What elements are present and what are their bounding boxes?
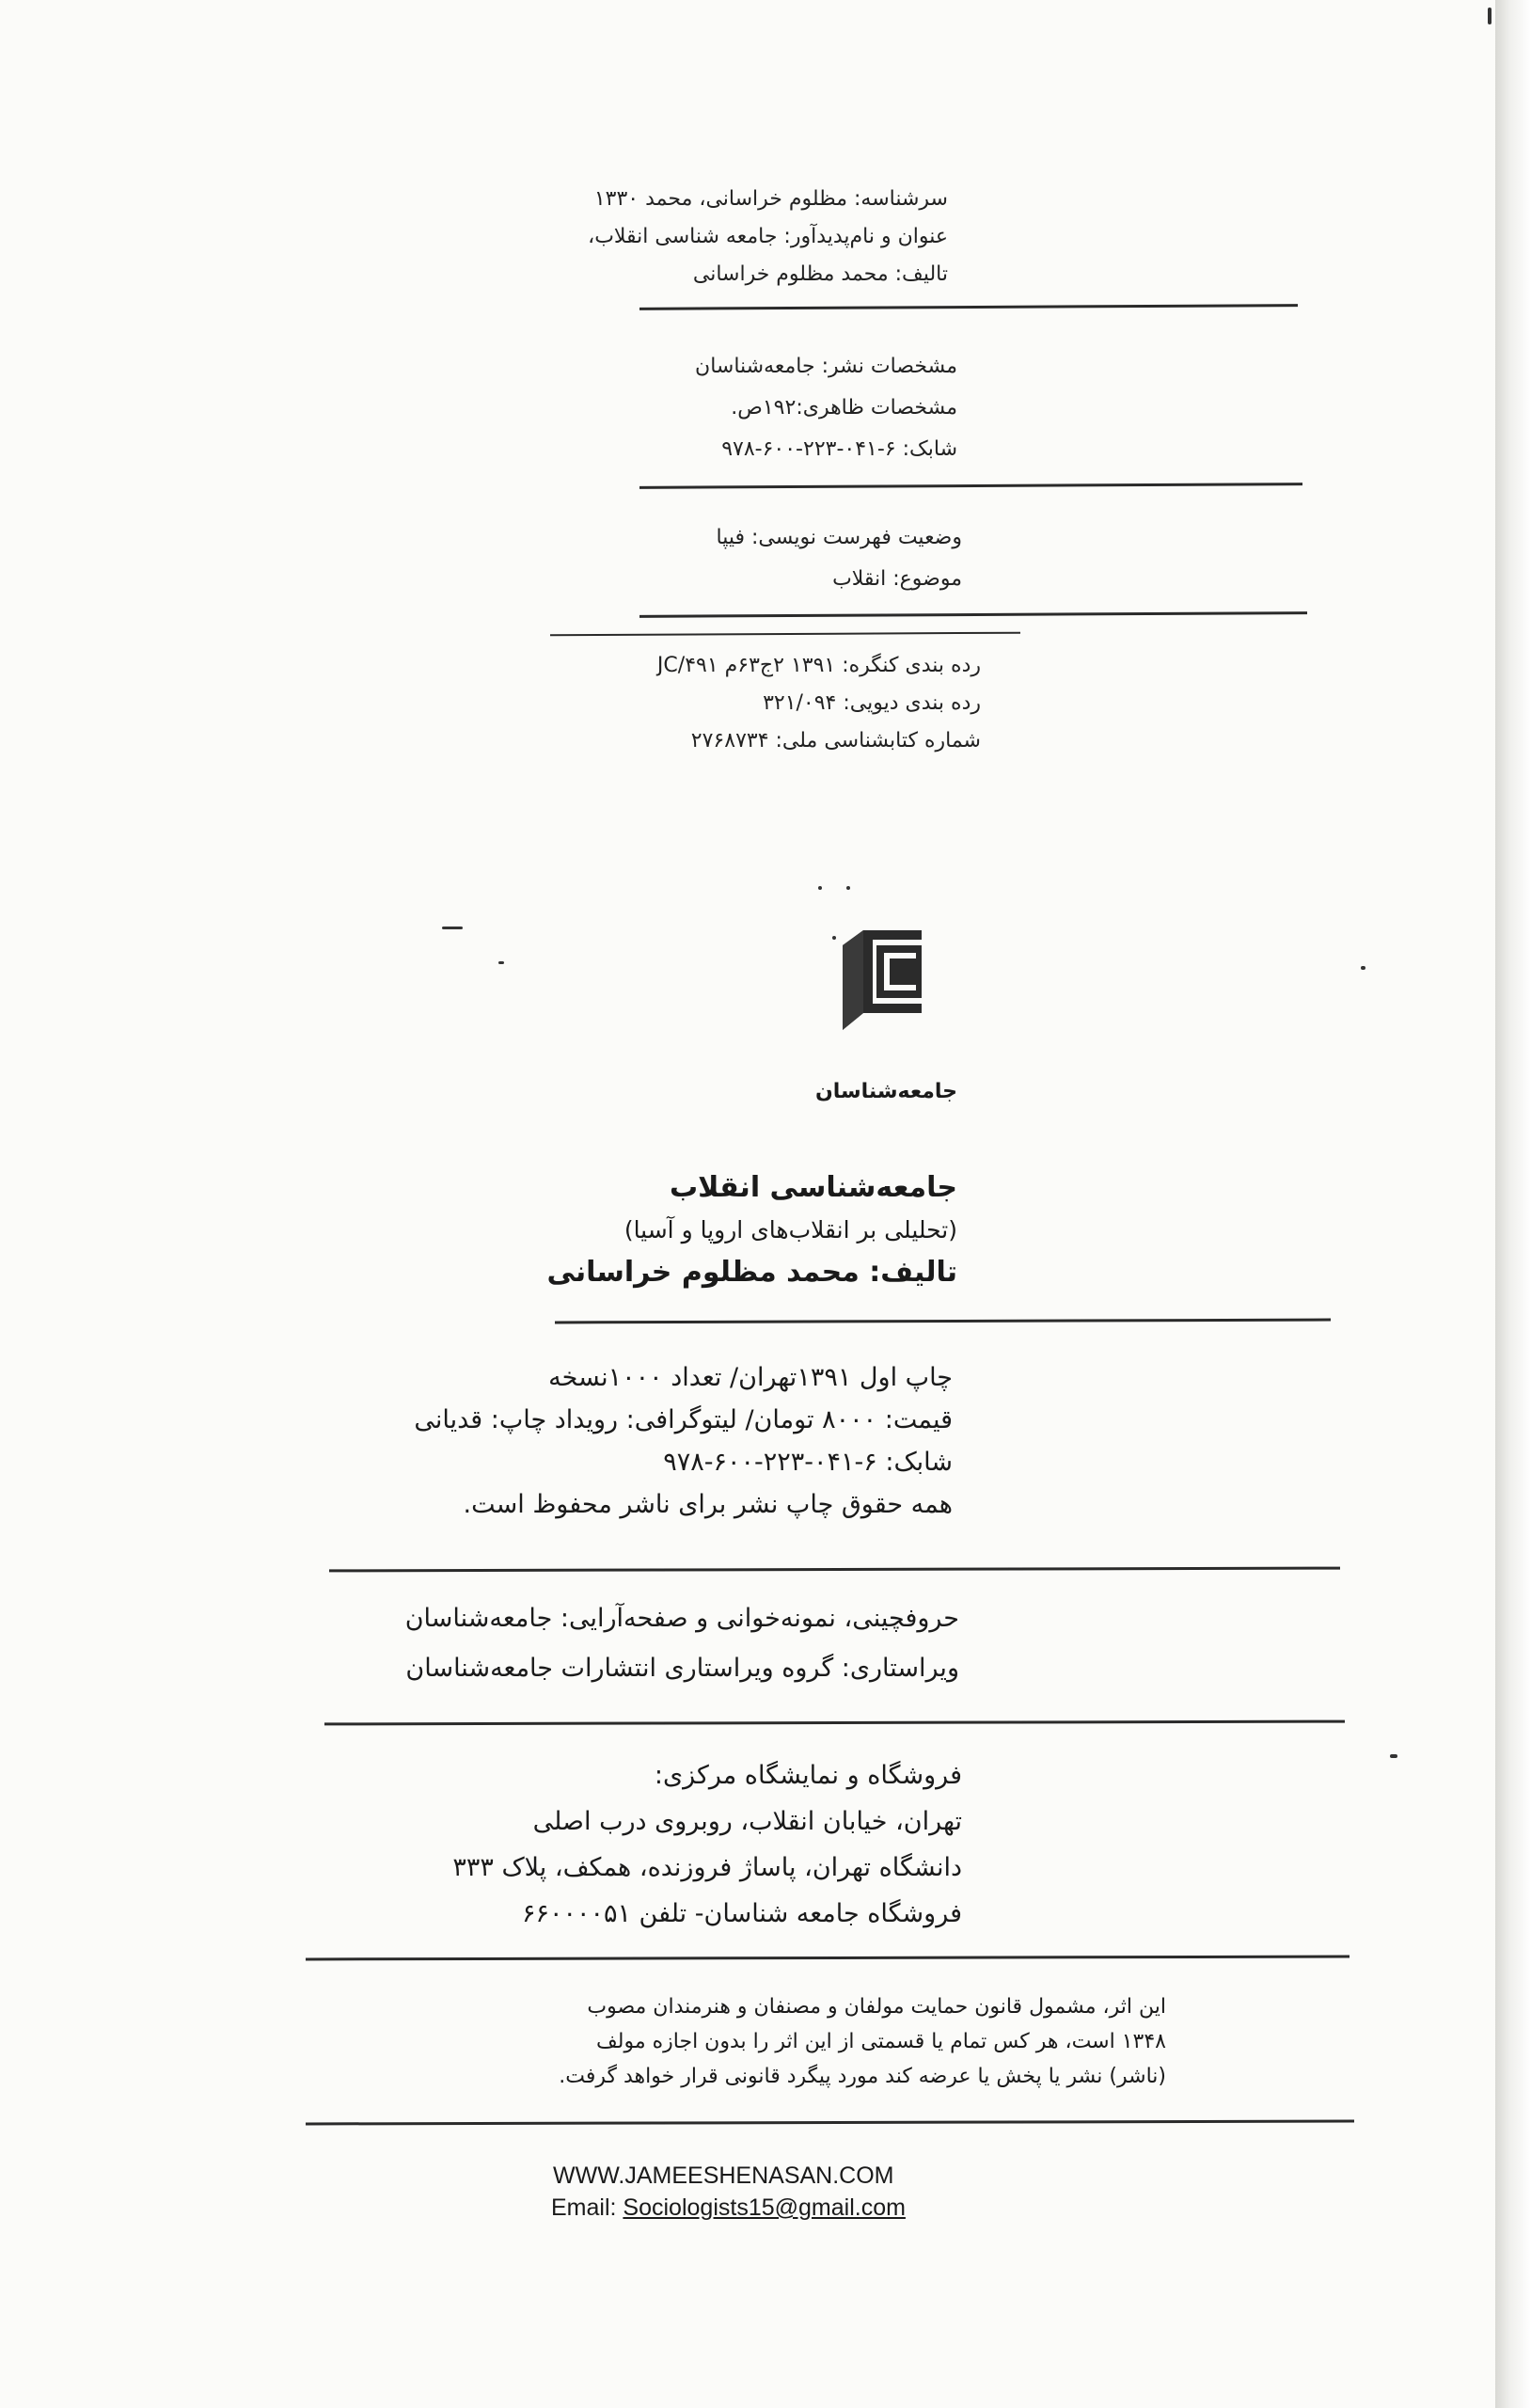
legal-line: (ناشر) نشر یا پخش یا عرضه کند مورد پیگرد قانونی قرار خواهد گرفت. <box>559 2065 1166 2088</box>
legal-line: ۱۳۴۸ است، هر کس تمام یا قسمتی از این اثر را بدون اجازه مولف <box>596 2030 1166 2053</box>
book-author: تالیف: محمد مظلوم خراسانی <box>546 1256 957 1289</box>
publisher-logo-icon <box>835 927 929 1035</box>
catalog-classification-line: رده بندی کنگره: ۱۳۹۱ ۲ج۶۳م ۴۹۱/JC <box>656 654 981 677</box>
catalog-heading-line: تالیف: محمد مظلوم خراسانی <box>692 262 948 286</box>
print-info-line: شابک: ۶-۰۴۱-۲۲۳-۶۰۰-۹۷۸ <box>663 1448 953 1477</box>
catalog-publication-block <box>374 348 957 468</box>
scan-speck <box>442 927 463 929</box>
store-line: فروشگاه جامعه شناسان- تلفن ۶۶۰۰۰۰۵۱ <box>521 1899 962 1928</box>
store-line: فروشگاه و نمایشگاه مرکزی: <box>654 1761 962 1790</box>
legal-notice-block <box>301 1989 1166 2094</box>
store-line: دانشگاه تهران، پاساژ فروزنده، همکف، پلاک ۳۳۳ <box>452 1853 962 1882</box>
scan-speck <box>818 886 822 890</box>
scan-speck <box>1361 966 1365 970</box>
catalog-heading-block <box>365 181 948 293</box>
catalog-classification-line: رده بندی دیویی: ۳۲۱/۰۹۴ <box>763 691 981 715</box>
catalog-publication-line: مشخصات نشر: جامعه‌شناسان <box>695 355 957 378</box>
page-edge-shadow <box>1495 0 1531 2408</box>
catalog-publication-line: شابک: ۶-۰۴۱-۲۲۳-۶۰۰-۹۷۸ <box>721 437 957 461</box>
print-info-line: قیمت: ۸۰۰۰ تومان/ لیتوگرافی: رویداد چاپ: قدیانی <box>414 1405 953 1434</box>
print-info-line: همه حقوق چاپ نشر برای ناشر محفوظ است. <box>463 1490 953 1519</box>
email-line <box>551 2192 906 2224</box>
store-line: تهران، خیابان انقلاب، روبروی درب اصلی <box>532 1807 962 1836</box>
scan-speck <box>1488 8 1492 24</box>
book-title-block <box>299 1166 957 1294</box>
catalog-classification-block <box>398 647 981 760</box>
book-subtitle: (تحلیلی بر انقلاب‌های اروپا و آسیا) <box>623 1216 957 1244</box>
publisher-name: جامعه‌شناسان <box>814 1080 957 1103</box>
catalog-classification-line: شماره کتابشناسی ملی: ۲۷۶۸۷۳۴ <box>690 729 981 752</box>
contact-block <box>553 2160 906 2224</box>
email-label: Email: <box>551 2194 617 2221</box>
website-url[interactable]: WWW.JAMEESHENASAN.COM <box>553 2162 894 2189</box>
scan-speck <box>1390 1754 1397 1758</box>
book-title: جامعه‌شناسی انقلاب <box>670 1171 957 1204</box>
email-link[interactable]: Sociologists15@gmail.com <box>623 2194 906 2221</box>
production-block <box>282 1597 959 1689</box>
catalog-publication-line: مشخصات ظاهری:۱۹۲ص. <box>731 396 957 420</box>
production-line: ویراستاری: گروه ویراستاری انتشارات جامعه‌شناسان <box>405 1654 959 1683</box>
catalog-status-block <box>379 519 962 598</box>
scan-speck <box>498 961 504 964</box>
catalog-heading-line: سرشناسه: مظلوم خراسانی، محمد ۱۳۳۰ <box>593 187 948 211</box>
print-info-block <box>276 1356 953 1526</box>
catalog-heading-line: عنوان و نام‌پدیدآور: جامعه شناسی انقلاب، <box>588 225 948 248</box>
store-block <box>285 1754 962 1935</box>
scan-speck <box>846 886 850 890</box>
print-info-line: چاپ اول ۱۳۹۱تهران/ تعداد ۱۰۰۰نسخه <box>548 1363 953 1392</box>
catalog-status-line: موضوع: انقلاب <box>832 567 962 591</box>
legal-line: این اثر، مشمول قانون حمایت مولفان و مصنفان و هنرمندان مصوب <box>587 1995 1166 2019</box>
catalog-status-line: وضعیت فهرست نویسی: فیپا <box>716 526 962 549</box>
production-line: حروفچینی، نمونه‌خوانی و صفحه‌آرایی: جامعه‌شناسان <box>404 1604 959 1633</box>
